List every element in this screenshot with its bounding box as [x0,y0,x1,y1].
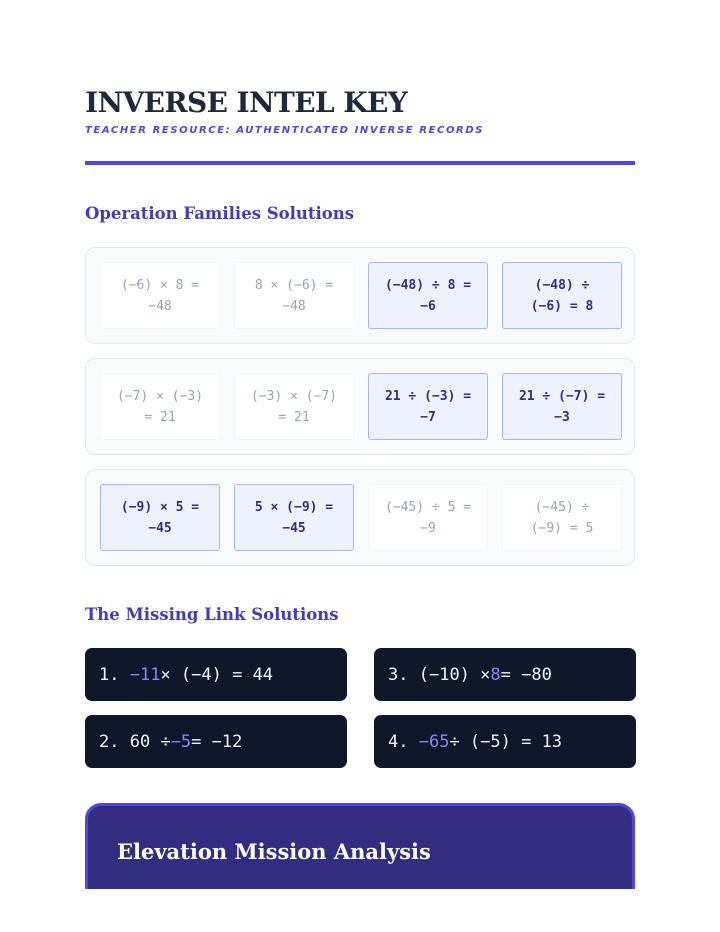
families-heading: Operation Families Solutions [85,204,355,223]
family-card: 8 × (−6) = −48 [234,262,354,329]
answer-value: −5 [170,731,192,752]
analysis-panel [85,803,635,903]
answer-value: −65 [418,731,450,752]
family-card-highlight: (−48) ÷ (−6) = 8 [502,262,622,329]
family-card: (−45) ÷ (−9) = 5 [502,484,622,551]
header-divider [85,161,635,165]
family-card-highlight: (−48) ÷ 8 = −6 [368,262,488,329]
answer-value: −11 [129,664,161,685]
family-card: (−6) × 8 = −48 [100,262,220,329]
missing-link-heading: The Missing Link Solutions [85,605,339,624]
missing-link-item-3: 3. (−10) × 8 = −80 [374,648,636,701]
page-bottom-margin [0,889,720,932]
answer-value: 8 [490,664,501,685]
family-card-highlight: 21 ÷ (−3) = −7 [368,373,488,440]
analysis-title: Elevation Mission Analysis [117,839,431,864]
missing-link-item-2: 2. 60 ÷ −5 = −12 [85,715,347,768]
family-row-1 [85,247,635,344]
page-subtitle: TEACHER RESOURCE: AUTHENTICATED INVERSE RECORDS [85,125,485,136]
page-title: INVERSE INTEL KEY [85,86,408,119]
family-card-highlight: (−9) × 5 = −45 [100,484,220,551]
family-row-3 [85,469,635,566]
family-card: (−3) × (−7) = 21 [234,373,354,440]
family-row-2 [85,358,635,455]
family-card: (−7) × (−3) = 21 [100,373,220,440]
family-card-highlight: 21 ÷ (−7) = −3 [502,373,622,440]
missing-link-item-1: 1. −11 × (−4) = 44 [85,648,347,701]
family-card-highlight: 5 × (−9) = −45 [234,484,354,551]
missing-link-item-4: 4. −65 ÷ (−5) = 13 [374,715,636,768]
family-card: (−45) ÷ 5 = −9 [368,484,488,551]
